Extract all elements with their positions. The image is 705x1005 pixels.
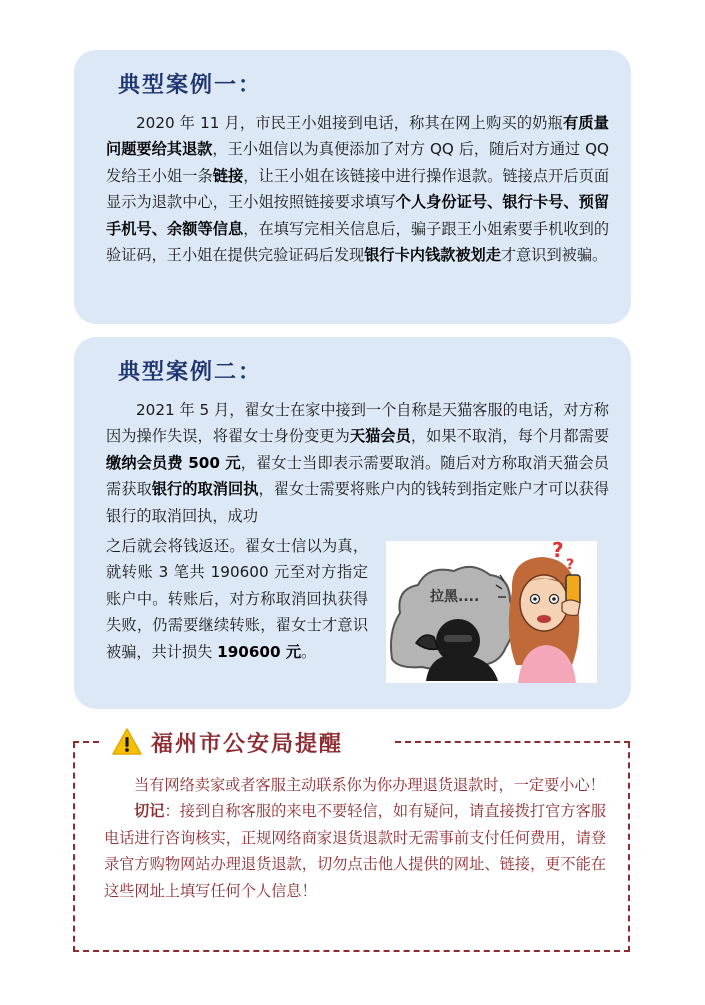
warning-line-1: 当有网络卖家或者客服主动联系你为你办理退货退款时，一定要小心！ <box>134 776 605 794</box>
case-two-card <box>74 337 631 709</box>
case-one-card <box>74 50 631 324</box>
highlighted-text: 银行卡内钱款被划走 <box>364 246 501 265</box>
case-two-title: 典型案例二： <box>118 360 263 385</box>
warning-label: 切记 <box>134 802 165 821</box>
body-text-run: 之后就会将钱返还。翟女士信以为真，就转账 3 笔共 190600 元至对方指定账户中。转账后，对方称取消回执获得失败，仍需要继续转账，翟女士才意识被骗，共计损失 <box>106 537 368 661</box>
case-one-body <box>106 110 609 268</box>
highlighted-text: 个人身份证号、银行卡号、预留手机号、余额等信息 <box>106 193 610 238</box>
case-two-body-side <box>106 533 368 665</box>
scam-call-illustration <box>386 541 597 683</box>
warning-title: 福州市公安局提醒 <box>151 731 344 757</box>
body-text-run: 。 <box>301 642 317 661</box>
highlighted-text: 链接 <box>212 166 244 185</box>
svg-text:?: ? <box>552 541 564 562</box>
body-text-run: ，如果不取消，每个月都需要 <box>410 427 610 446</box>
body-text-run: 才意识到被骗。 <box>500 246 608 265</box>
svg-text:?: ? <box>566 557 575 573</box>
highlighted-text: 190600 元 <box>217 642 302 661</box>
highlighted-text: 缴纳会员费 500 元 <box>106 453 241 472</box>
highlighted-text: 银行的取消回执 <box>151 480 259 499</box>
body-text-run: ，翟女士需要将账户内的钱转到指定账户才可以获得银行的取消回执，成功 <box>106 480 610 525</box>
body-text-run: ，在填写完相关信息后，骗子跟王小姐索要手机收到的验证码，王小姐在提供完验证码后发现 <box>106 219 610 265</box>
body-text-run: ，让王小姐在该链接中进行操作退款。链接点开后页面显示为退款中心，王小姐按照链接要求填写 <box>106 166 610 212</box>
warning-line-2: ：接到自称客服的来电不要轻信，如有疑问，请直接拨打官方客服电话进行咨询核实，正规网络商家退货退款时无需事前支付任何费用，请登录官方购物网站办理退货退款，切勿点击他人提供的网址、链接，更不能在这些网址上填写任何个人信息！ <box>104 802 607 900</box>
highlighted-text: 天猫会员 <box>349 427 411 446</box>
warning-body <box>104 772 606 904</box>
illustration-speech: 拉黑.... <box>430 589 480 605</box>
body-text-run: 2021 年 5 月，翟女士在家中接到一个自称是天猫客服的电话，对方称因为操作失误，将翟女士身份变更为 <box>106 401 609 446</box>
highlighted-text: 有质量问题要给其退款 <box>106 114 609 159</box>
body-text-run: 2020 年 11 月，市民王小姐接到电话，称其在网上购买的奶瓶 <box>136 114 564 132</box>
body-text-run: ，王小姐信以为真便添加了对方 QQ 后，随后对方通过 QQ 发给王小姐一条 <box>106 140 609 185</box>
case-one-title: 典型案例一： <box>118 73 263 98</box>
body-text-run: ，翟女士当即表示需要取消。随后对方称取消天猫会员需获取 <box>106 453 609 499</box>
case-two-body-top <box>106 397 609 529</box>
